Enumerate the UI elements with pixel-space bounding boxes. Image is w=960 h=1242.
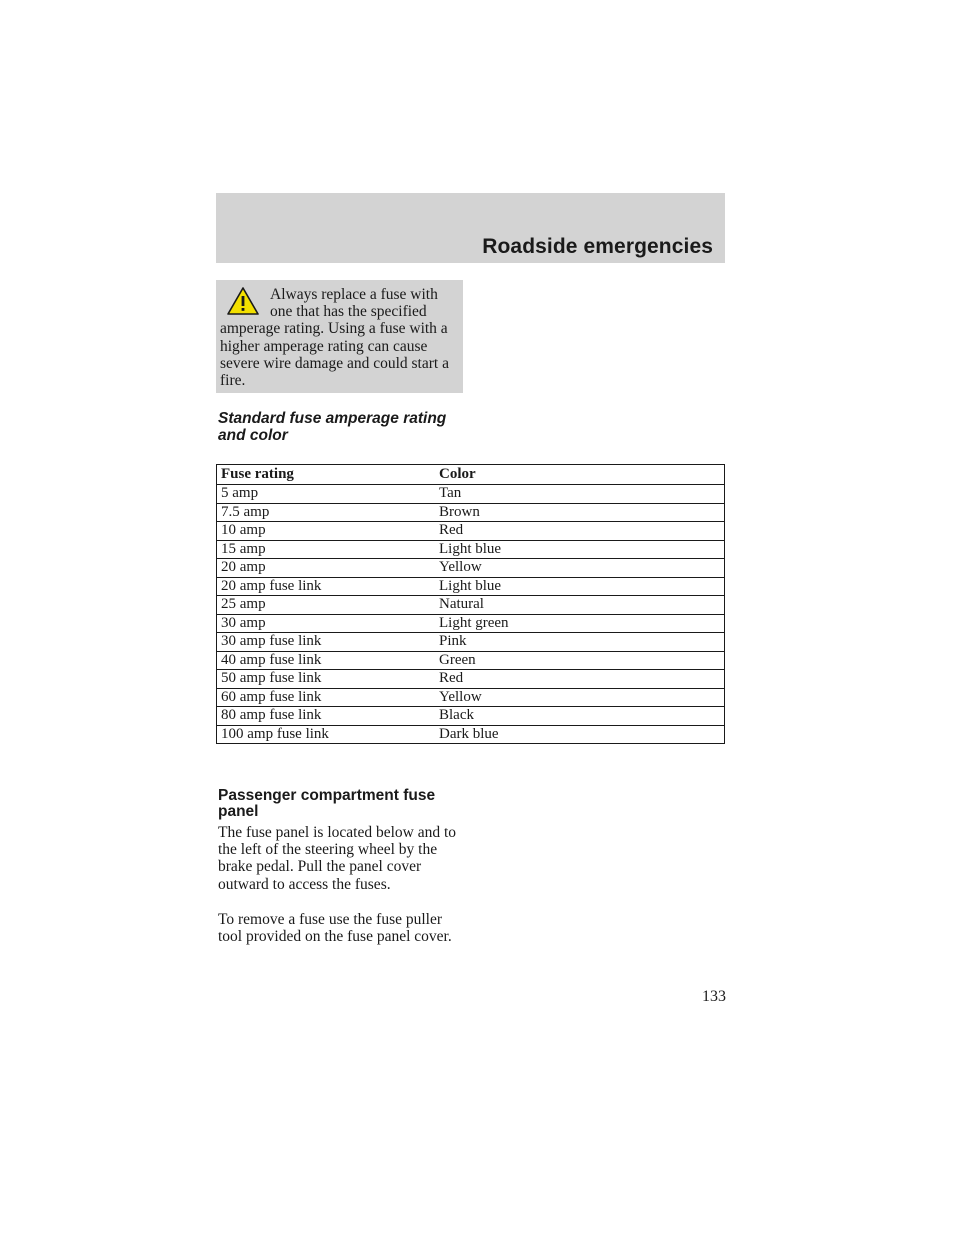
fuse-rating-cell: 60 amp fuse link xyxy=(217,688,436,707)
warning-text-line1: Always replace a fuse with xyxy=(270,286,438,303)
table-row xyxy=(217,596,725,615)
warning-text-rest: amperage rating. Using a fuse with a higher amperage rating can cause severe wire damage and could start a fire. xyxy=(220,320,449,390)
fuse-removal-paragraph: To remove a fuse use the fuse puller tool provided on the fuse panel cover. xyxy=(218,911,452,946)
table-row xyxy=(217,503,725,522)
warning-box xyxy=(216,280,463,393)
fuse-color-cell: Tan xyxy=(435,485,725,504)
section-title: Roadside emergencies xyxy=(482,235,713,258)
fuse-color-cell: Red xyxy=(435,670,725,689)
fuse-rating-cell: 40 amp fuse link xyxy=(217,651,436,670)
fuse-rating-cell: 100 amp fuse link xyxy=(217,725,436,744)
fuse-rating-cell: 20 amp xyxy=(217,559,436,578)
table-row xyxy=(217,670,725,689)
fuse-color-cell: Yellow xyxy=(435,559,725,578)
table-row xyxy=(217,688,725,707)
fuse-color-cell: Green xyxy=(435,651,725,670)
fuse-rating-cell: 7.5 amp xyxy=(217,503,436,522)
fuse-color-cell: Yellow xyxy=(435,688,725,707)
fuse-panel-location-paragraph: The fuse panel is located below and to the left of the steering wheel by the brake pedal. Pull the panel cover outward to access the fuses. xyxy=(218,824,457,893)
fuse-rating-cell: 30 amp xyxy=(217,614,436,633)
fuse-rating-cell: 25 amp xyxy=(217,596,436,615)
table-row xyxy=(217,725,725,744)
fuse-rating-cell: 10 amp xyxy=(217,522,436,541)
fuse-color-cell: Light blue xyxy=(435,540,725,559)
fuse-color-cell: Dark blue xyxy=(435,725,725,744)
fuse-rating-cell: 15 amp xyxy=(217,540,436,559)
column-header-color: Color xyxy=(435,465,725,485)
fuse-rating-table xyxy=(216,464,725,744)
fuse-color-cell: Brown xyxy=(435,503,725,522)
table-row xyxy=(217,559,725,578)
fuse-rating-cell: 50 amp fuse link xyxy=(217,670,436,689)
fuse-table-heading: Standard fuse amperage rating and color xyxy=(218,410,447,444)
fuse-rating-cell: 80 amp fuse link xyxy=(217,707,436,726)
table-row xyxy=(217,540,725,559)
fuse-color-cell: Black xyxy=(435,707,725,726)
fuse-color-cell: Natural xyxy=(435,596,725,615)
fuse-color-cell: Light blue xyxy=(435,577,725,596)
table-row xyxy=(217,633,725,652)
table-row xyxy=(217,614,725,633)
table-row xyxy=(217,651,725,670)
fuse-color-cell: Light green xyxy=(435,614,725,633)
table-header-row xyxy=(217,465,725,485)
fuse-rating-cell: 20 amp fuse link xyxy=(217,577,436,596)
fuse-color-cell: Pink xyxy=(435,633,725,652)
section-header-band xyxy=(216,193,725,263)
column-header-fuse-rating: Fuse rating xyxy=(217,465,436,485)
fuse-rating-cell: 5 amp xyxy=(217,485,436,504)
table-row xyxy=(217,707,725,726)
warning-text xyxy=(220,286,460,389)
fuse-color-cell: Red xyxy=(435,522,725,541)
table-row xyxy=(217,577,725,596)
table-row xyxy=(217,485,725,504)
passenger-fuse-panel-heading: Passenger compartment fuse panel xyxy=(218,787,436,820)
warning-text-line2: one that has the specified xyxy=(270,303,427,321)
fuse-rating-cell: 30 amp fuse link xyxy=(217,633,436,652)
table-row xyxy=(217,522,725,541)
page-number: 133 xyxy=(702,988,726,1005)
